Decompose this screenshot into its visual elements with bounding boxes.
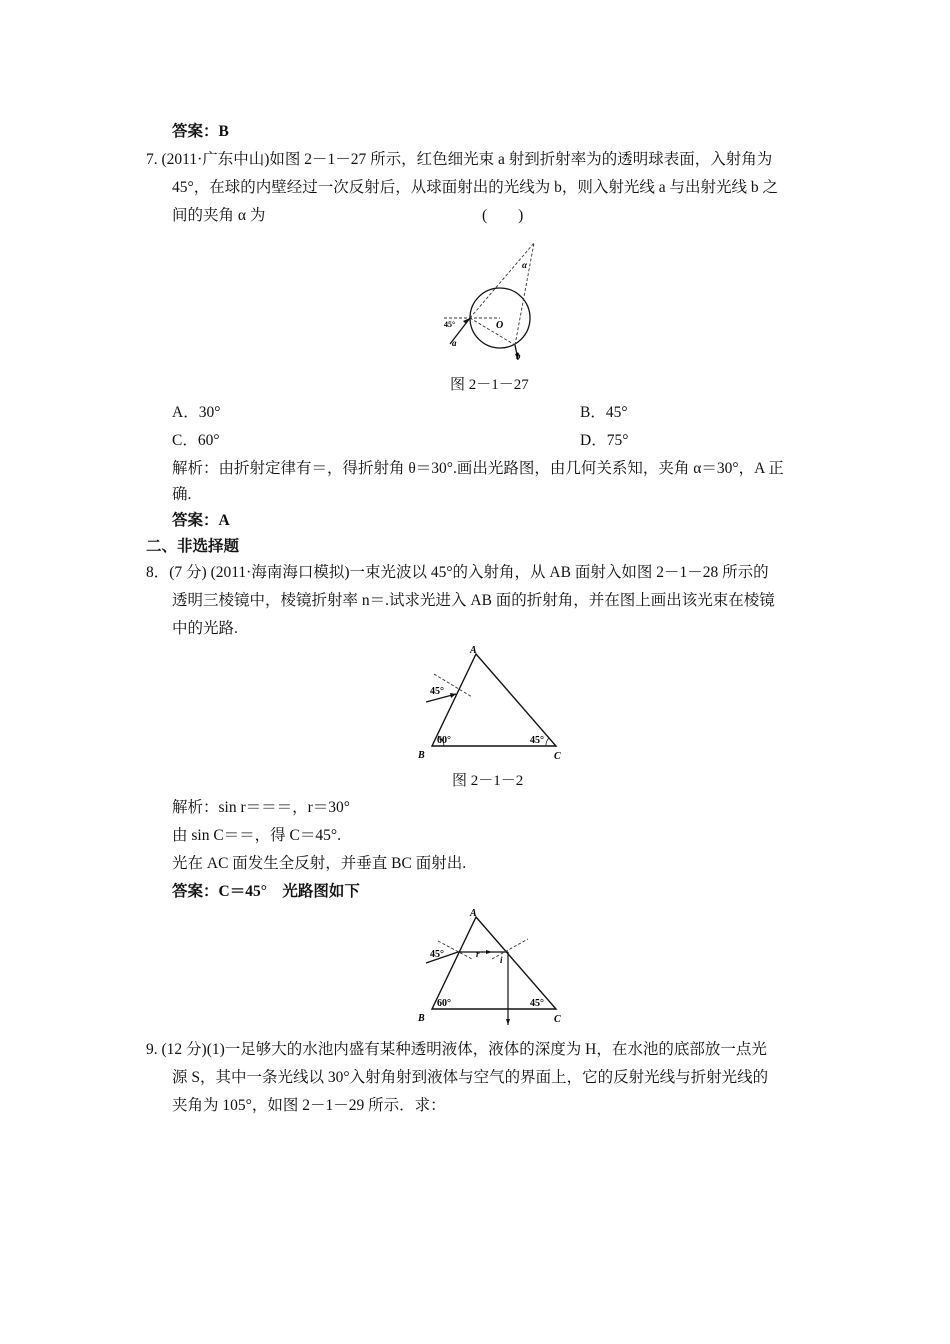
vertex-c-label: C xyxy=(554,751,561,762)
vertex-c-label: C xyxy=(554,1014,561,1025)
ray-b-label: b xyxy=(516,351,521,361)
q8-analysis-line-2: 由 sin C＝＝，得 C＝45°. xyxy=(172,827,341,844)
q7-option-b: B．45° xyxy=(580,404,628,421)
q9-line-1: 9. (12 分)(1)一足够大的水池内盛有某种透明液体，液体的深度为 H，在水池的底部放一点光 xyxy=(146,1041,767,1058)
angle-c-arc xyxy=(546,738,549,746)
q7-answer-bracket: ( ) xyxy=(482,207,524,224)
prism-outline xyxy=(432,654,556,746)
refracted-arrow xyxy=(486,950,492,954)
vertex-a-label: A xyxy=(470,645,477,656)
center-label: O xyxy=(496,320,504,331)
angle-c-label: 45° xyxy=(530,735,544,746)
internal-ray xyxy=(470,318,515,345)
q7-line-3: 间的夹角 α 为 xyxy=(172,207,266,224)
vertex-b-label: B xyxy=(418,1013,425,1024)
q7-line-2: 45°，在球的内壁经过一次反射后，从球面射出的光线为 b，则入射光线 a 与出射光线 b 之 xyxy=(172,179,778,196)
q9-line-2: 源 S，其中一条光线以 30°入射角射到液体与空气的界面上，它的反射光线与折射光线的 xyxy=(172,1069,769,1086)
q8-figure-caption: 图 2－1－2 xyxy=(452,773,524,789)
alpha-label: α xyxy=(522,260,527,270)
q8-analysis-line-3: 光在 AC 面发生全反射，并垂直 BC 面射出. xyxy=(172,855,467,872)
q7-figure-caption: 图 2－1－27 xyxy=(450,377,529,393)
q7-answer: 答案：A xyxy=(172,512,230,529)
q9-line-3: 夹角为 105°，如图 2－1－29 所示．求： xyxy=(172,1097,446,1114)
vertex-b-label: B xyxy=(418,750,425,761)
prism-figure xyxy=(410,642,575,766)
extended-incident-ray xyxy=(470,243,534,318)
q7-option-d: D．75° xyxy=(580,432,629,449)
angle-c-label: 45° xyxy=(530,998,544,1009)
incident-angle-label: 45° xyxy=(430,686,444,697)
q8-line-3: 中的光路. xyxy=(172,620,238,637)
prism-light-path-figure xyxy=(410,905,575,1033)
angle-b-label: 60° xyxy=(437,735,451,746)
q6-answer: 答案：B xyxy=(172,123,229,140)
exit-arrow xyxy=(506,1019,510,1025)
prism-outline xyxy=(432,917,556,1009)
q7-analysis-line-2: 确. xyxy=(172,486,192,503)
angle-45-label: 45° xyxy=(444,320,456,329)
q8-line-1: 8．(7 分) (2011·海南海口模拟)一束光波以 45°的入射角，从 AB 面射入如图 2－1－28 所示的 xyxy=(146,564,769,581)
q8-analysis-line-1: 解析：sin r＝＝＝，r＝30° xyxy=(172,799,350,816)
q7-option-a: A．30° xyxy=(172,404,221,421)
incident-arrow xyxy=(463,318,470,324)
q8-answer: 答案：C＝45° 光路图如下 xyxy=(172,883,360,900)
q7-analysis-line-1: 解析：由折射定律有＝，得折射角 θ＝30°.画出光路图，由几何关系知，夹角 α＝30°，A 正 xyxy=(172,460,784,477)
angle-b-label: 60° xyxy=(437,998,451,1009)
q8-line-2: 透明三棱镜中，棱镜折射率 n＝.试求光进入 AB 面的折射角，并在图上画出该光束在棱镜 xyxy=(172,592,775,609)
vertex-a-label: A xyxy=(470,908,477,919)
ray-a-label: a xyxy=(452,338,457,348)
refraction-angle-label: r xyxy=(476,949,480,959)
section-title: 二、非选择题 xyxy=(146,538,240,555)
q7-option-c: C．60° xyxy=(172,432,220,449)
q7-line-1: 7. (2011·广东中山)如图 2－1－27 所示，红色细光束 a 射到折射率为的透明球表面，入射角为 xyxy=(146,151,773,168)
incidence-angle-label: i xyxy=(500,955,503,965)
sphere-refraction-figure xyxy=(430,238,550,368)
incident-angle-label: 45° xyxy=(430,949,444,960)
